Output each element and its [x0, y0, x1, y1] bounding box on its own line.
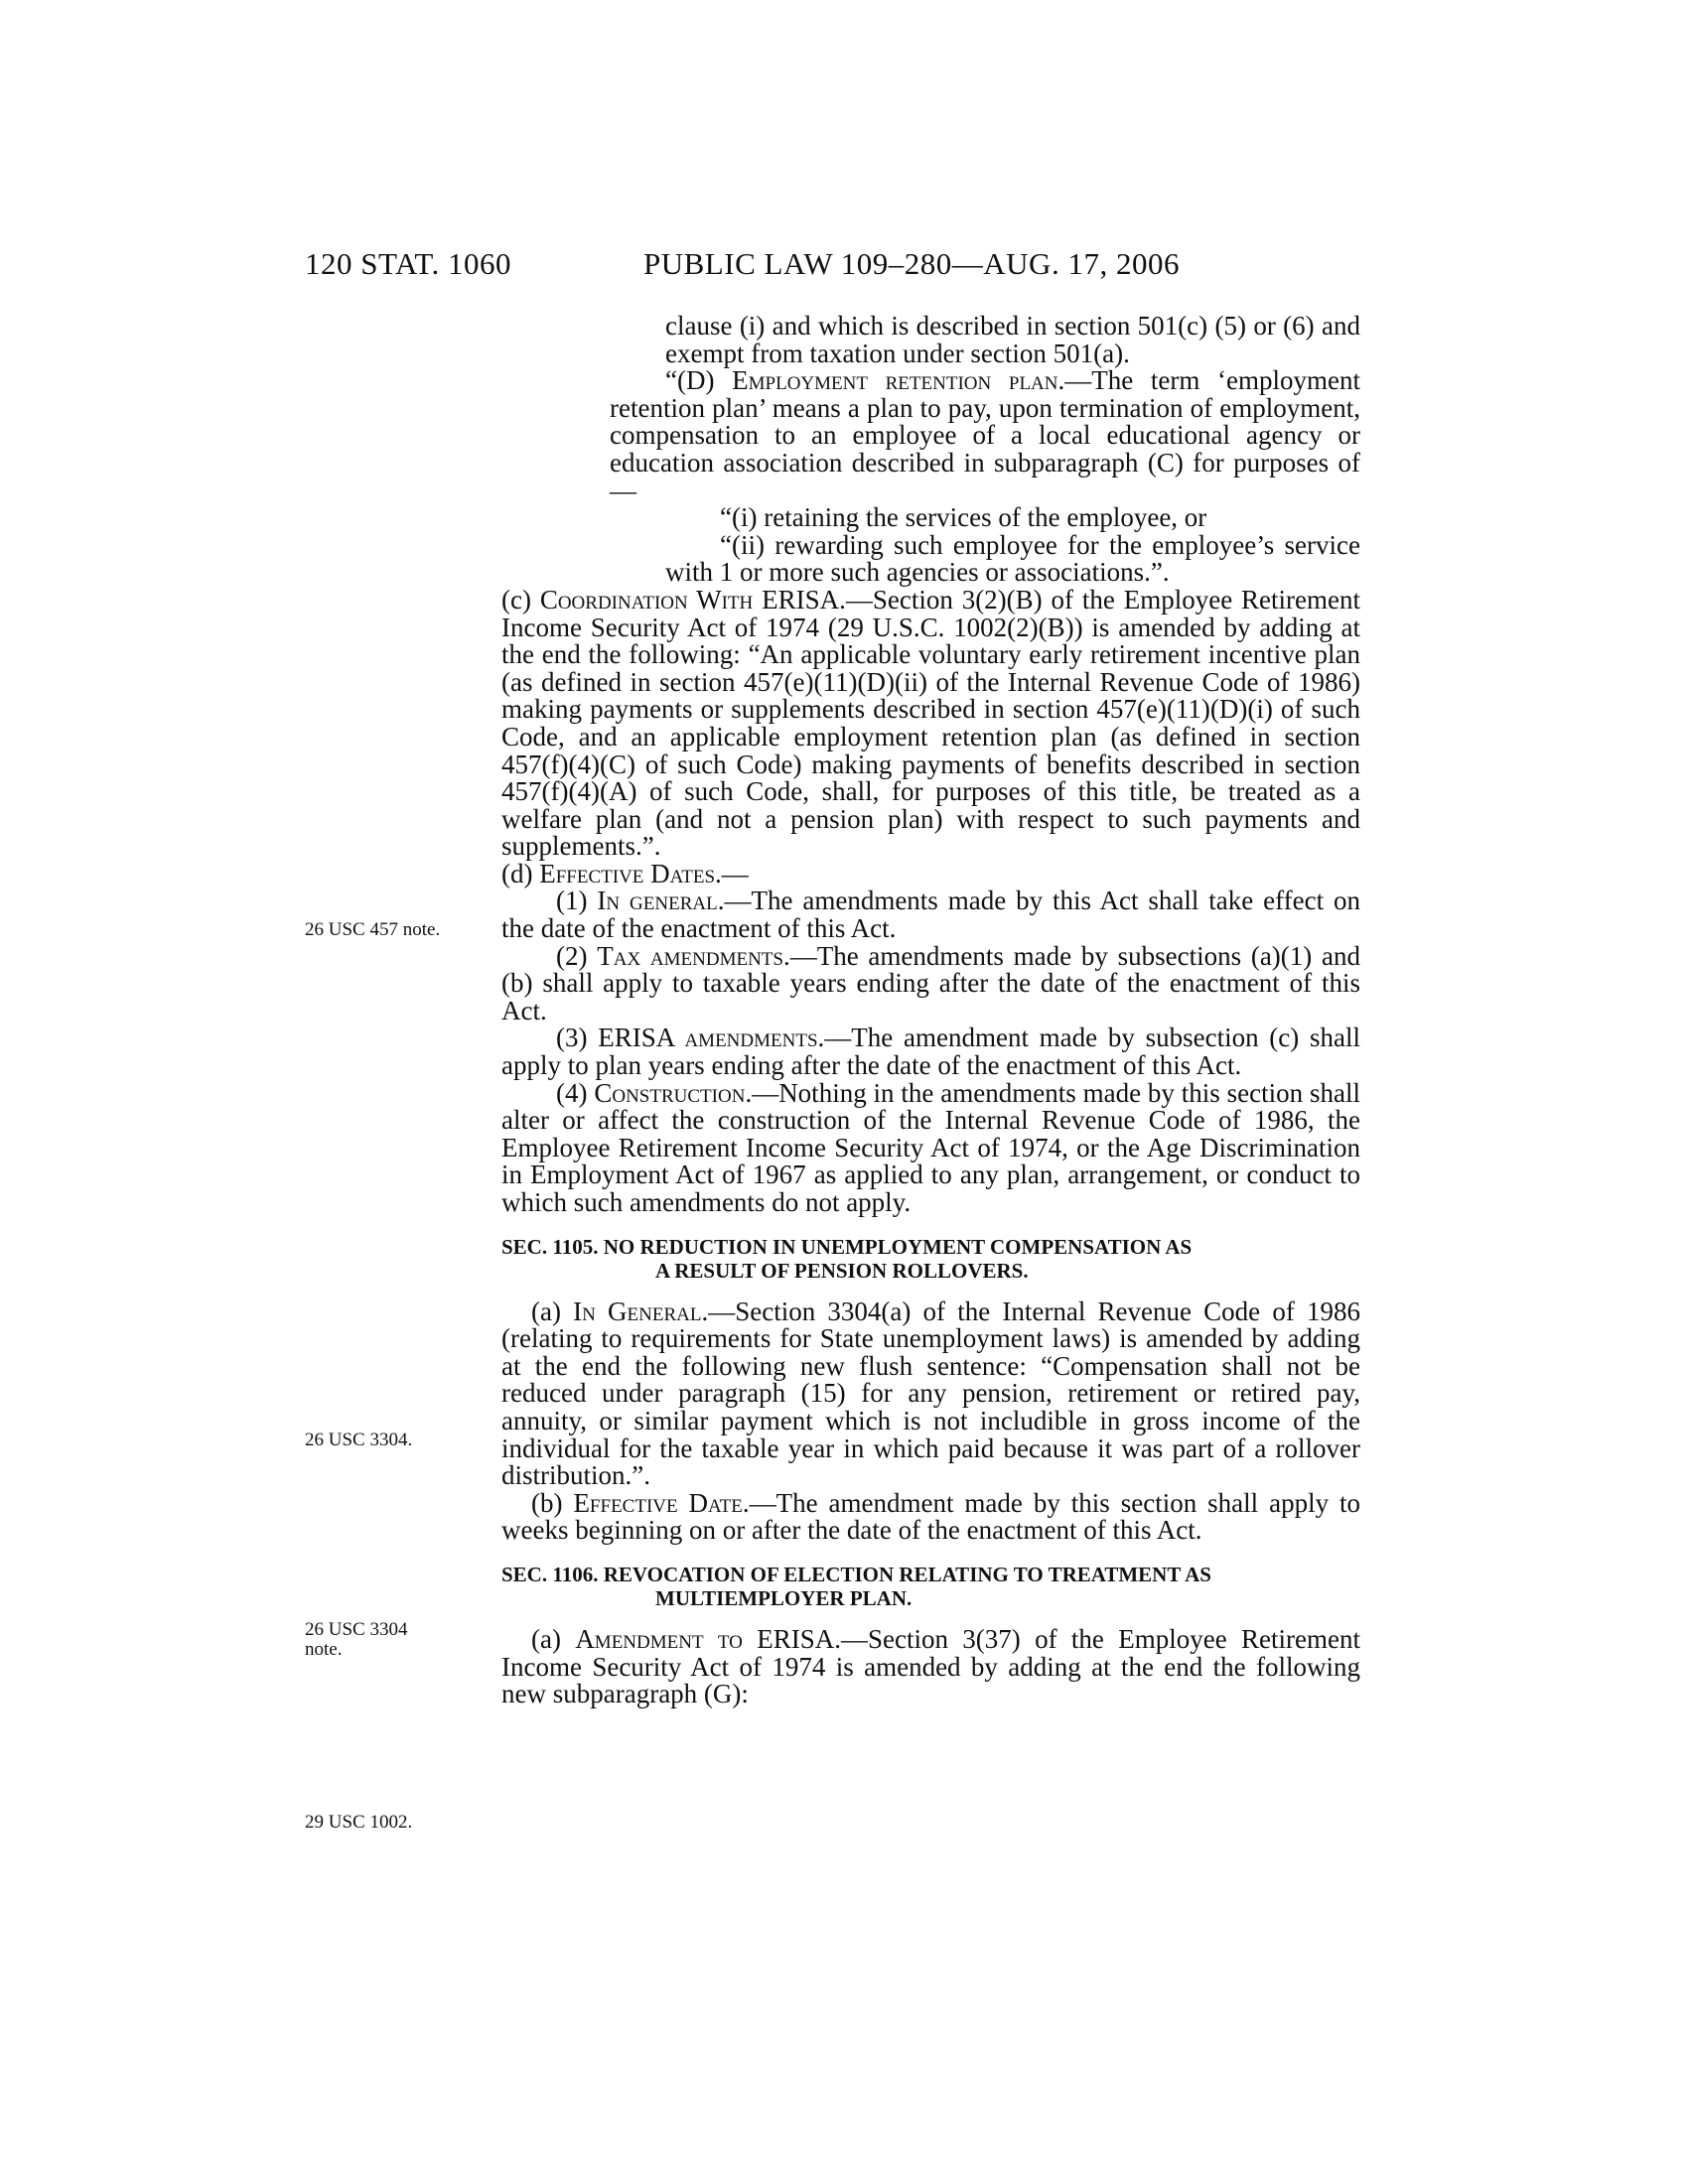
section-1105-b-heading: Effective Date [573, 1487, 743, 1518]
clause-continuation: clause (i) and which is described in section 501(c) (5) or (6) and exempt from taxation under section 501(a). [665, 311, 1360, 368]
margin-note-26-usc-3304-note [305, 1620, 464, 1660]
section-1105-a-heading: In General [573, 1296, 702, 1326]
statute-reference: 120 STAT. 1060 [305, 246, 512, 281]
subsection-d-text: .— [715, 858, 749, 888]
public-law-title: PUBLIC LAW 109–280—AUG. 17, 2006 [643, 246, 1180, 281]
margin-note-29-usc-1002: 29 USC 1002. [305, 1812, 413, 1833]
section-1106-heading [501, 1563, 1360, 1610]
subparagraph-d-label: “(D) [665, 365, 715, 396]
page-header [0, 246, 1688, 286]
paragraph-d2-heading: Tax amendments [597, 940, 783, 971]
subparagraph-d-text: .—The term ‘employment retention plan’ means a plan to pay, upon termination of employment, compensation to an employee of a local educational agency or education association described in subparagraph (C) for purposes of— [610, 365, 1360, 505]
subsection-c-label: (c) [501, 584, 531, 614]
section-1106-a-label: (a) [531, 1623, 561, 1654]
paragraph-d2-label: (2) [556, 940, 588, 971]
paragraph-d3-text: .—The amendment made by subsection (c) shall apply to plan years ending after the date of the enactment of this Act. [501, 1023, 1360, 1081]
paragraph-d2-text: .—The amendments made by subsections (a)(1) and (b) shall apply to taxable years ending after the date of the enactment of this Act. [501, 940, 1360, 1025]
paragraph-d1-text: .—The amendments made by this Act shall take effect on the date of the enactment of this Act. [501, 886, 1361, 944]
subparagraph-d-heading: Employment retention plan [732, 365, 1058, 396]
section-1105-b-text: .—The amendment made by this section shall apply to weeks beginning on or after the date of the enactment of this Act. [501, 1487, 1361, 1546]
paragraph-d1-label: (1) [556, 886, 588, 916]
subparagraph-d [501, 367, 1360, 504]
paragraph-d3-label: (3) [556, 1023, 588, 1053]
margin-note-26-usc-457: 26 USC 457 note. [305, 919, 441, 940]
subsection-c [501, 584, 1360, 862]
section-1105-subsection-a [501, 1298, 1360, 1490]
section-1105-subsection-b [501, 1487, 1361, 1546]
section-1106-a-text: .—Section 3(37) of the Employee Retirement Income Security Act of 1974 is amended by adding at the end the following new subparagraph (G): [501, 1623, 1361, 1709]
subsection-d [501, 858, 1360, 888]
clause-d-i: “(i) retaining the services of the employee, or [720, 502, 1207, 533]
margin-note-26-usc-3304: 26 USC 3304. [305, 1430, 413, 1450]
paragraph-d4-heading: Construction [594, 1077, 746, 1108]
paragraph-d2 [501, 940, 1360, 1025]
subsection-d-heading: Effective Dates [539, 858, 716, 888]
section-1106-heading-line1: SEC. 1106. REVOCATION OF ELECTION RELATING TO TREATMENT AS [501, 1562, 1211, 1586]
paragraph-d1-heading: In general [597, 886, 718, 916]
section-1106-a-heading: Amendment to ERISA [575, 1623, 835, 1654]
margin-note-line: 26 USC 3304 [305, 1619, 408, 1640]
section-1106-heading-line2: MULTIEMPLOYER PLAN. [655, 1585, 913, 1610]
subsection-c-heading: Coordination With ERISA [539, 584, 840, 614]
paragraph-d3 [501, 1024, 1360, 1079]
paragraph-d4 [501, 1077, 1361, 1217]
section-1105-heading [501, 1235, 1360, 1283]
subsection-d-label: (d) [501, 858, 533, 888]
section-1105-a-text: .—Section 3304(a) of the Internal Revenue Code of 1986 (relating to requirements for State unemployment laws) is amended by adding at the end the following new flush sentence: “Compensation shall not be reduced under paragraph (15) for any pension, retirement or retired pay, annuity, or similar payment which is not includible in gross income of the individual for the taxable year in which paid because it was part of a rollover distribution.”. [501, 1296, 1360, 1491]
paragraph-d1 [501, 887, 1360, 942]
subsection-c-text: .—Section 3(2)(B) of the Employee Retirement Income Security Act of 1974 (29 U.S.C. 1002(2)(B)) is amended by adding at the end the following: “An applicable voluntary early retirement incentive plan (as defined in section 457(e)(11)(D)(ii) of the Internal Revenue Code of 1986) making payments or supplements described in section 457(e)(11)(D)(i) of such Code, and an applicable employment retention plan (as defined in section 457(f)(4)(C) of such Code) making payments of benefits described in section 457(f)(4)(A) of such Code, shall, for purposes of this title, be treated as a welfare plan (and not a pension plan) with respect to such payments and supplements.”. [501, 584, 1360, 862]
paragraph-d4-text: .—Nothing in the amendments made by this section shall alter or affect the construction of the Internal Revenue Code of 1986, the Employee Retirement Income Security Act of 1974, or the Age Discrimination in Employment Act of 1967 as applied to any plan, arrangement, or conduct to which such amendments do not apply. [501, 1077, 1361, 1217]
section-1105-heading-line1: SEC. 1105. NO REDUCTION IN UNEMPLOYMENT COMPENSATION AS [501, 1234, 1193, 1259]
document-body [501, 313, 1360, 1708]
section-1105-heading-line2: A RESULT OF PENSION ROLLOVERS. [655, 1258, 1029, 1283]
section-1105-b-label: (b) [531, 1487, 563, 1518]
section-1106-subsection-a [501, 1623, 1361, 1709]
paragraph-d3-heading: ERISA amendments [598, 1023, 818, 1053]
section-1105-a-label: (a) [531, 1296, 561, 1326]
margin-note-line: note. [305, 1639, 343, 1660]
clause-d-ii: “(ii) rewarding such employee for the employee’s service with 1 or more such agencies or associations.”. [665, 529, 1360, 588]
paragraph-d4-label: (4) [556, 1077, 588, 1108]
